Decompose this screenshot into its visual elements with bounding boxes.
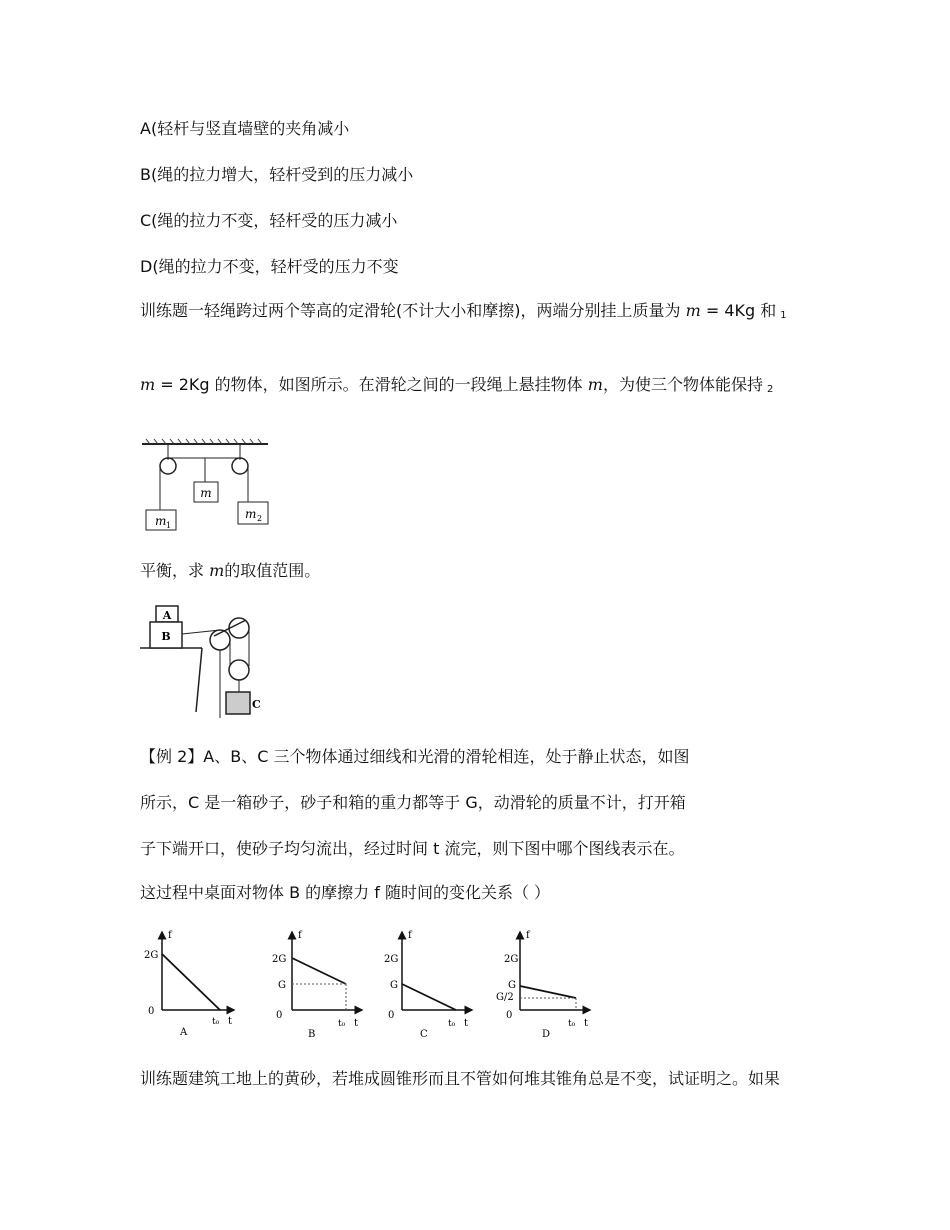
example-2-line-2: 所示，C 是一箱砂子，砂子和箱的重力都等于 G，动滑轮的质量不计，打开箱 bbox=[140, 793, 686, 812]
graph-b-2g: 2G bbox=[272, 954, 287, 965]
graph-b bbox=[272, 930, 362, 1038]
graph-d-g-half: G/2 bbox=[496, 992, 514, 1003]
graph-c-2g: 2G bbox=[384, 954, 399, 965]
answer-graphs bbox=[140, 928, 610, 1038]
graph-b-zero: 0 bbox=[276, 1010, 283, 1021]
pulley-figure-1 bbox=[138, 438, 273, 534]
graph-c bbox=[384, 930, 472, 1038]
graph-a-zero: 0 bbox=[148, 1006, 155, 1017]
fig1-m2-sub: 2 bbox=[257, 514, 263, 523]
example-2-line-4: 这过程中桌面对物体 B 的摩擦力 f 随时间的变化关系（ ） bbox=[140, 883, 551, 902]
example-2-line-1: 【例 2】A、B、C 三个物体通过细线和光滑的滑轮相连，处于静止状态，如图 bbox=[140, 747, 690, 766]
fig2-c-label: C bbox=[252, 698, 261, 711]
graph-b-g: G bbox=[278, 980, 286, 991]
training-problem-1-part1: 训练题一轻绳跨过两个等高的定滑轮(不计大小和摩擦)，两端分别挂上质量为 m = 4Kg 和 $_1$ bbox=[140, 301, 787, 321]
graph-c-g: G bbox=[390, 980, 398, 991]
option-a: A(轻杆与竖直墙壁的夹角减小 bbox=[140, 119, 350, 138]
graph-a-t: t bbox=[228, 1016, 233, 1027]
option-d: D(绳的拉力不变，轻杆受的压力不变 bbox=[140, 257, 399, 276]
graph-b-t: t bbox=[354, 1018, 359, 1029]
graph-a-f: f bbox=[168, 930, 172, 941]
training-problem-2: 训练题建筑工地上的黄砂，若堆成圆锥形而且不管如何堆其锥角总是不变，试证明之。如果 bbox=[140, 1069, 781, 1088]
graph-c-label: C bbox=[420, 1029, 428, 1038]
graph-c-t0: t₀ bbox=[448, 1019, 456, 1029]
graph-d-zero: 0 bbox=[506, 1010, 513, 1021]
graph-a-2g: 2G bbox=[144, 950, 159, 961]
graph-a-t0: t₀ bbox=[212, 1017, 220, 1027]
graph-d bbox=[496, 930, 590, 1038]
graph-c-zero: 0 bbox=[388, 1010, 395, 1021]
graph-c-f: f bbox=[408, 930, 412, 941]
fig1-m1-sub: 1 bbox=[166, 521, 172, 530]
pulley-figure-2 bbox=[138, 600, 268, 718]
fig2-b-label: B bbox=[161, 630, 171, 643]
fig1-m1-label: m bbox=[155, 514, 167, 528]
graph-d-g: G bbox=[508, 980, 516, 991]
graph-d-f: f bbox=[526, 930, 530, 941]
graph-d-t: t bbox=[584, 1018, 589, 1029]
training-problem-1-part2: m = 2Kg 的物体，如图所示。在滑轮之间的一段绳上悬挂物体 m，为使三个物体能保持 $_2$ bbox=[140, 375, 774, 395]
graph-d-label: D bbox=[542, 1029, 551, 1038]
graph-d-t0: t₀ bbox=[568, 1019, 576, 1029]
fig2-a-label: A bbox=[162, 609, 172, 622]
graph-b-f: f bbox=[298, 930, 302, 941]
graph-d-2g: 2G bbox=[504, 954, 519, 965]
training-problem-1-part3: 平衡，求 m的取值范围。 bbox=[140, 561, 321, 580]
fig1-m2-label: m bbox=[245, 507, 257, 521]
graph-b-t0: t₀ bbox=[338, 1019, 346, 1029]
graph-a-label: A bbox=[180, 1027, 188, 1038]
graph-c-t: t bbox=[464, 1018, 469, 1029]
fig1-m-label: m bbox=[200, 486, 212, 500]
option-c: C(绳的拉力不变，轻杆受的压力减小 bbox=[140, 211, 398, 230]
option-b: B(绳的拉力增大，轻杆受到的压力减小 bbox=[140, 165, 414, 184]
graph-b-label: B bbox=[308, 1029, 316, 1038]
graph-a bbox=[144, 930, 234, 1038]
example-2-line-3: 子下端开口，使砂子均匀流出，经过时间 t 流完，则下图中哪个图线表示在。 bbox=[140, 839, 685, 858]
